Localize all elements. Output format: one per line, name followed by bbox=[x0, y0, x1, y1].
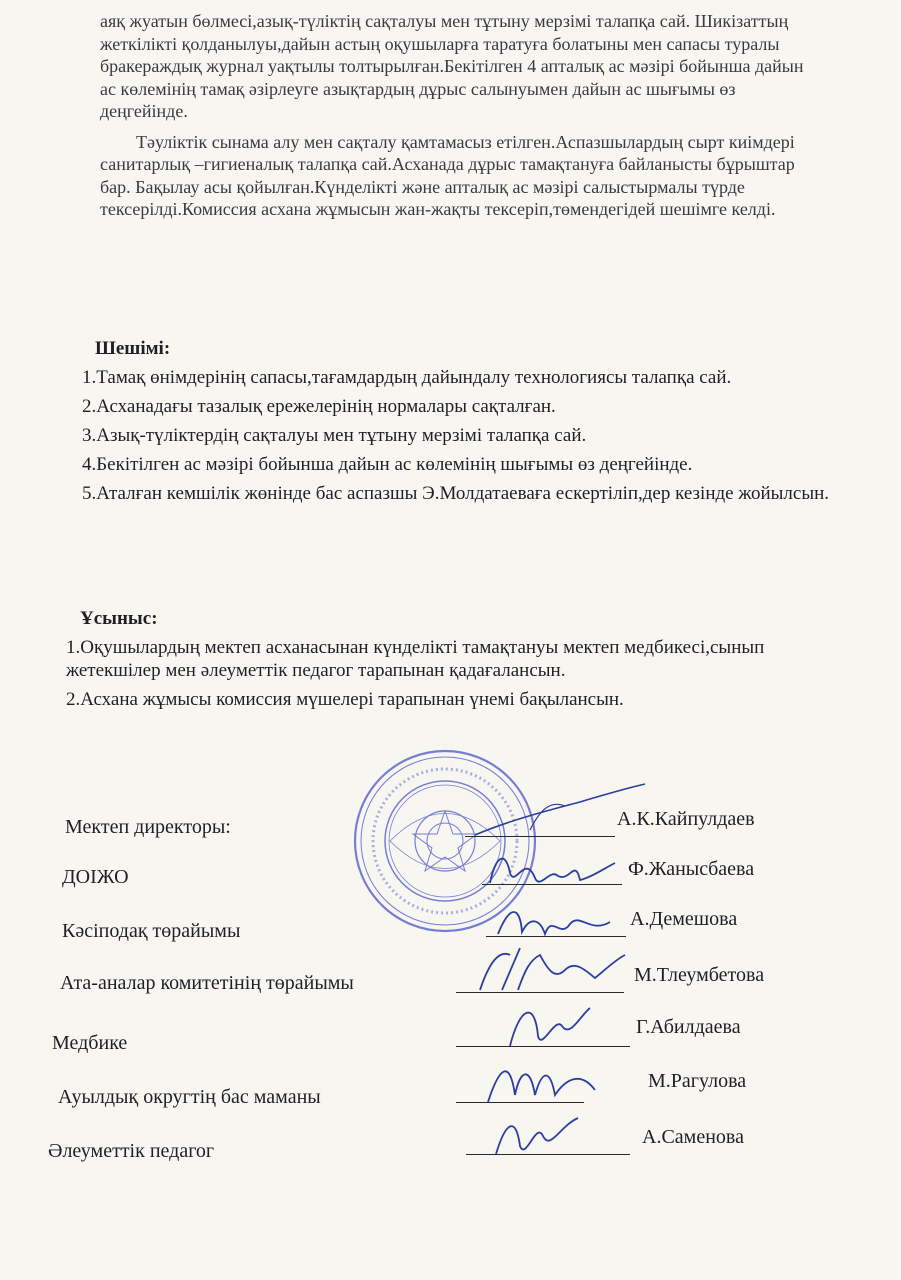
signatory-name: А.Саменова bbox=[642, 1126, 744, 1148]
intro-paragraph-1: аяқ жуатын бөлмесі,азық-түліктің сақталуы мен тұтыну мерзімі талапқа сай. Шикізаттың жеткілікті қолданылуы,дайын астың оқушыларға таратуға болатыны мен сапасы туралы бракераждық журнал уақтылы толтырылған.Бекітілген 4 апталық ас мәзірі бойынша дайын ас көлемінің тамақ әзірлеуге азықтардың дұрыс салынуымен дайын ас шығымы өз деңгейінде. bbox=[100, 11, 804, 121]
signatory-role: Ауылдық округтің бас маманы bbox=[58, 1086, 321, 1108]
signatory-role: Медбике bbox=[52, 1032, 128, 1054]
signatory-name: А.Демешова bbox=[630, 908, 738, 930]
signature-director bbox=[470, 780, 650, 840]
signature-row-union bbox=[62, 908, 862, 956]
signature-row-district bbox=[58, 1070, 858, 1126]
intro-paragraph-2: Тәуліктік сынама алу мен сақталу қамтамасыз етілген.Аспазшылардың сырт киімдері санитарлық –гигиеналық талапқа сай.Асханада дұрыс тамақтануға байланысты бұрыштар бар. Бақылау асы қойылған.Күнделікті және апталық ас мәзірі салыстырмалы түрде тексерілді.Комиссия асхана жұмысын жан-жақты тексеріп,төмендегідей шешімге келді. bbox=[100, 131, 795, 219]
proposal-item: 1.Оқушылардың мектеп асханасынан күнделікті тамақтануы мектеп медбикесі,сынып жетекшілер мен әлеуметтік педагог тарапынан қадағалансын. bbox=[66, 637, 765, 681]
signature-social-teacher bbox=[488, 1106, 588, 1161]
decision-item: 4.Бекітілген ас мәзірі бойынша дайын ас көлемінің шығымы өз деңгейінде. bbox=[82, 454, 693, 475]
signatory-name: Г.Абилдаева bbox=[636, 1016, 741, 1038]
decision-item: 1.Тамақ өнімдерінің сапасы,тағамдардың дайындалу технологиясы талапқа сай. bbox=[82, 367, 732, 388]
signatory-role: Кәсіподақ төрайымы bbox=[62, 920, 241, 942]
signature-doizho bbox=[480, 838, 620, 898]
signature-row-doizho bbox=[62, 858, 862, 902]
signatory-name: М.Рагулова bbox=[648, 1070, 747, 1092]
decision-item: 5.Аталған кемшілік жөнінде бас аспазшы Э.Молдатаеваға ескертіліп,дер кезінде жойылсын. bbox=[82, 483, 830, 504]
signatory-role: Ата-аналар комитетінің төрайымы bbox=[60, 972, 354, 994]
decision-item: 2.Асханадағы тазалық ережелерінің нормалары сақталған. bbox=[82, 396, 556, 417]
signature-row-director bbox=[65, 808, 865, 854]
signatory-name: А.К.Кайпулдаев bbox=[617, 808, 755, 830]
intro-text bbox=[100, 10, 820, 221]
signatory-name: Ф.Жаныcбаева bbox=[628, 858, 755, 880]
proposal-list bbox=[66, 636, 786, 717]
signature-row-parents bbox=[60, 964, 860, 1010]
signature-nurse bbox=[500, 996, 600, 1056]
signature-district bbox=[480, 1050, 600, 1110]
decision-list bbox=[82, 366, 834, 511]
decision-title: Шешімі: bbox=[95, 338, 171, 359]
signatory-name: М.Тлеумбетова bbox=[634, 964, 765, 986]
proposal-title: Ұсыныс: bbox=[80, 608, 158, 629]
signature-row-social-teacher bbox=[48, 1126, 848, 1180]
signature-row-nurse bbox=[52, 1016, 852, 1070]
signatory-role: Әлеуметтік педагог bbox=[48, 1140, 215, 1162]
signatory-role: ДОІЖО bbox=[62, 866, 129, 888]
decision-item: 3.Азық-түліктердің сақталуы мен тұтыну мерзімі талапқа сай. bbox=[82, 425, 587, 446]
signatory-role: Мектеп директоры: bbox=[65, 816, 231, 838]
proposal-item: 2.Асхана жұмысы комиссия мүшелері тарапынан үнемі бақылансын. bbox=[66, 689, 624, 710]
signature-parents bbox=[470, 940, 630, 1000]
